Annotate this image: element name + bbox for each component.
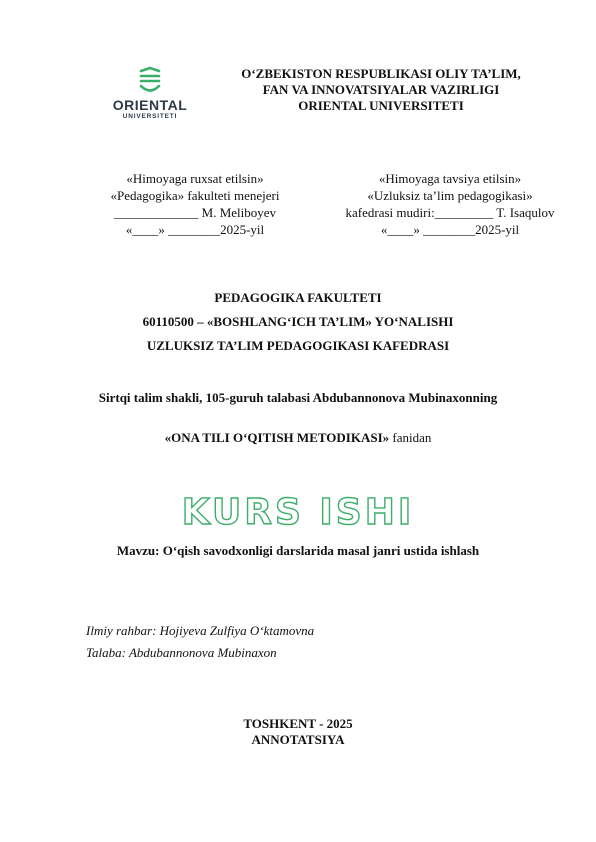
- approval-line: «Himoyaga ruxsat etilsin»: [126, 171, 264, 186]
- topic-line: Mavzu: O‘qish savodxonligi darslarida masal janri ustida ishlash: [116, 543, 480, 558]
- approval-line: «Himoyaga tavsiya etilsin»: [378, 171, 522, 186]
- section-heading: ANNOTATSIYA: [251, 732, 345, 747]
- people-block: [86, 620, 506, 664]
- title-text: KURS ISHI: [181, 492, 415, 532]
- student-name-line: Talaba: Abdubannonova Mubinaxon: [86, 645, 277, 660]
- oriental-emblem-icon: [135, 66, 165, 96]
- subject-line: [60, 430, 536, 446]
- city-year: TOSHKENT - 2025: [243, 716, 353, 731]
- advisor-line: Ilmiy rahbar: Hojiyeva Zulfiya O‘ktamovna: [86, 623, 315, 638]
- ministry-line: FAN VA INNOVATSIYALAR VAZIRLIGI: [262, 82, 500, 97]
- ministry-line: ORIENTAL UNIVERSITETI: [298, 98, 464, 113]
- approval-line: «____» ________2025-yil: [380, 222, 520, 237]
- title-outline-text: [60, 488, 536, 532]
- subject-name: «ONA TILI O‘QITISH METODIKASI»: [164, 430, 390, 445]
- faculty-line: UZLUKSIZ TA’LIM PEDAGOGIKASI KAFEDRASI: [146, 338, 450, 353]
- footer-block: [60, 716, 536, 748]
- approval-line: _____________ M. Meliboyev: [113, 205, 277, 220]
- approval-line: «Pedagogika» fakulteti menejeri: [110, 188, 280, 203]
- university-logo: [100, 66, 200, 130]
- ministry-header: [226, 66, 536, 114]
- faculty-line: PEDAGOGIKA FAKULTETI: [214, 290, 382, 305]
- approval-left: [70, 170, 320, 238]
- faculty-line: 60110500 – «BOSHLANG‘ICH TA’LIM» YO‘NALISHI: [142, 314, 454, 329]
- approval-line: kafedrasi mudiri:_________ T. Isaqulov: [345, 205, 555, 220]
- logo-wordmark: ORIENTAL: [112, 97, 188, 113]
- logo-subword: UNIVERSITETI: [122, 113, 178, 120]
- ministry-line: O‘ZBEKISTON RESPUBLIKASI OLIY TA’LIM,: [241, 66, 521, 81]
- subject-suffix: fanidan: [389, 430, 432, 445]
- faculty-block: [60, 286, 536, 358]
- document-title: [60, 488, 536, 532]
- approval-line: «____» ________2025-yil: [125, 222, 265, 237]
- approval-right: [330, 170, 570, 238]
- student-line: Sirtqi talim shakli, 105-guruh talabasi Abdubannonova Mubinaxonning: [98, 390, 498, 405]
- approval-line: «Uzluksiz ta’lim pedagogikasi»: [367, 188, 533, 203]
